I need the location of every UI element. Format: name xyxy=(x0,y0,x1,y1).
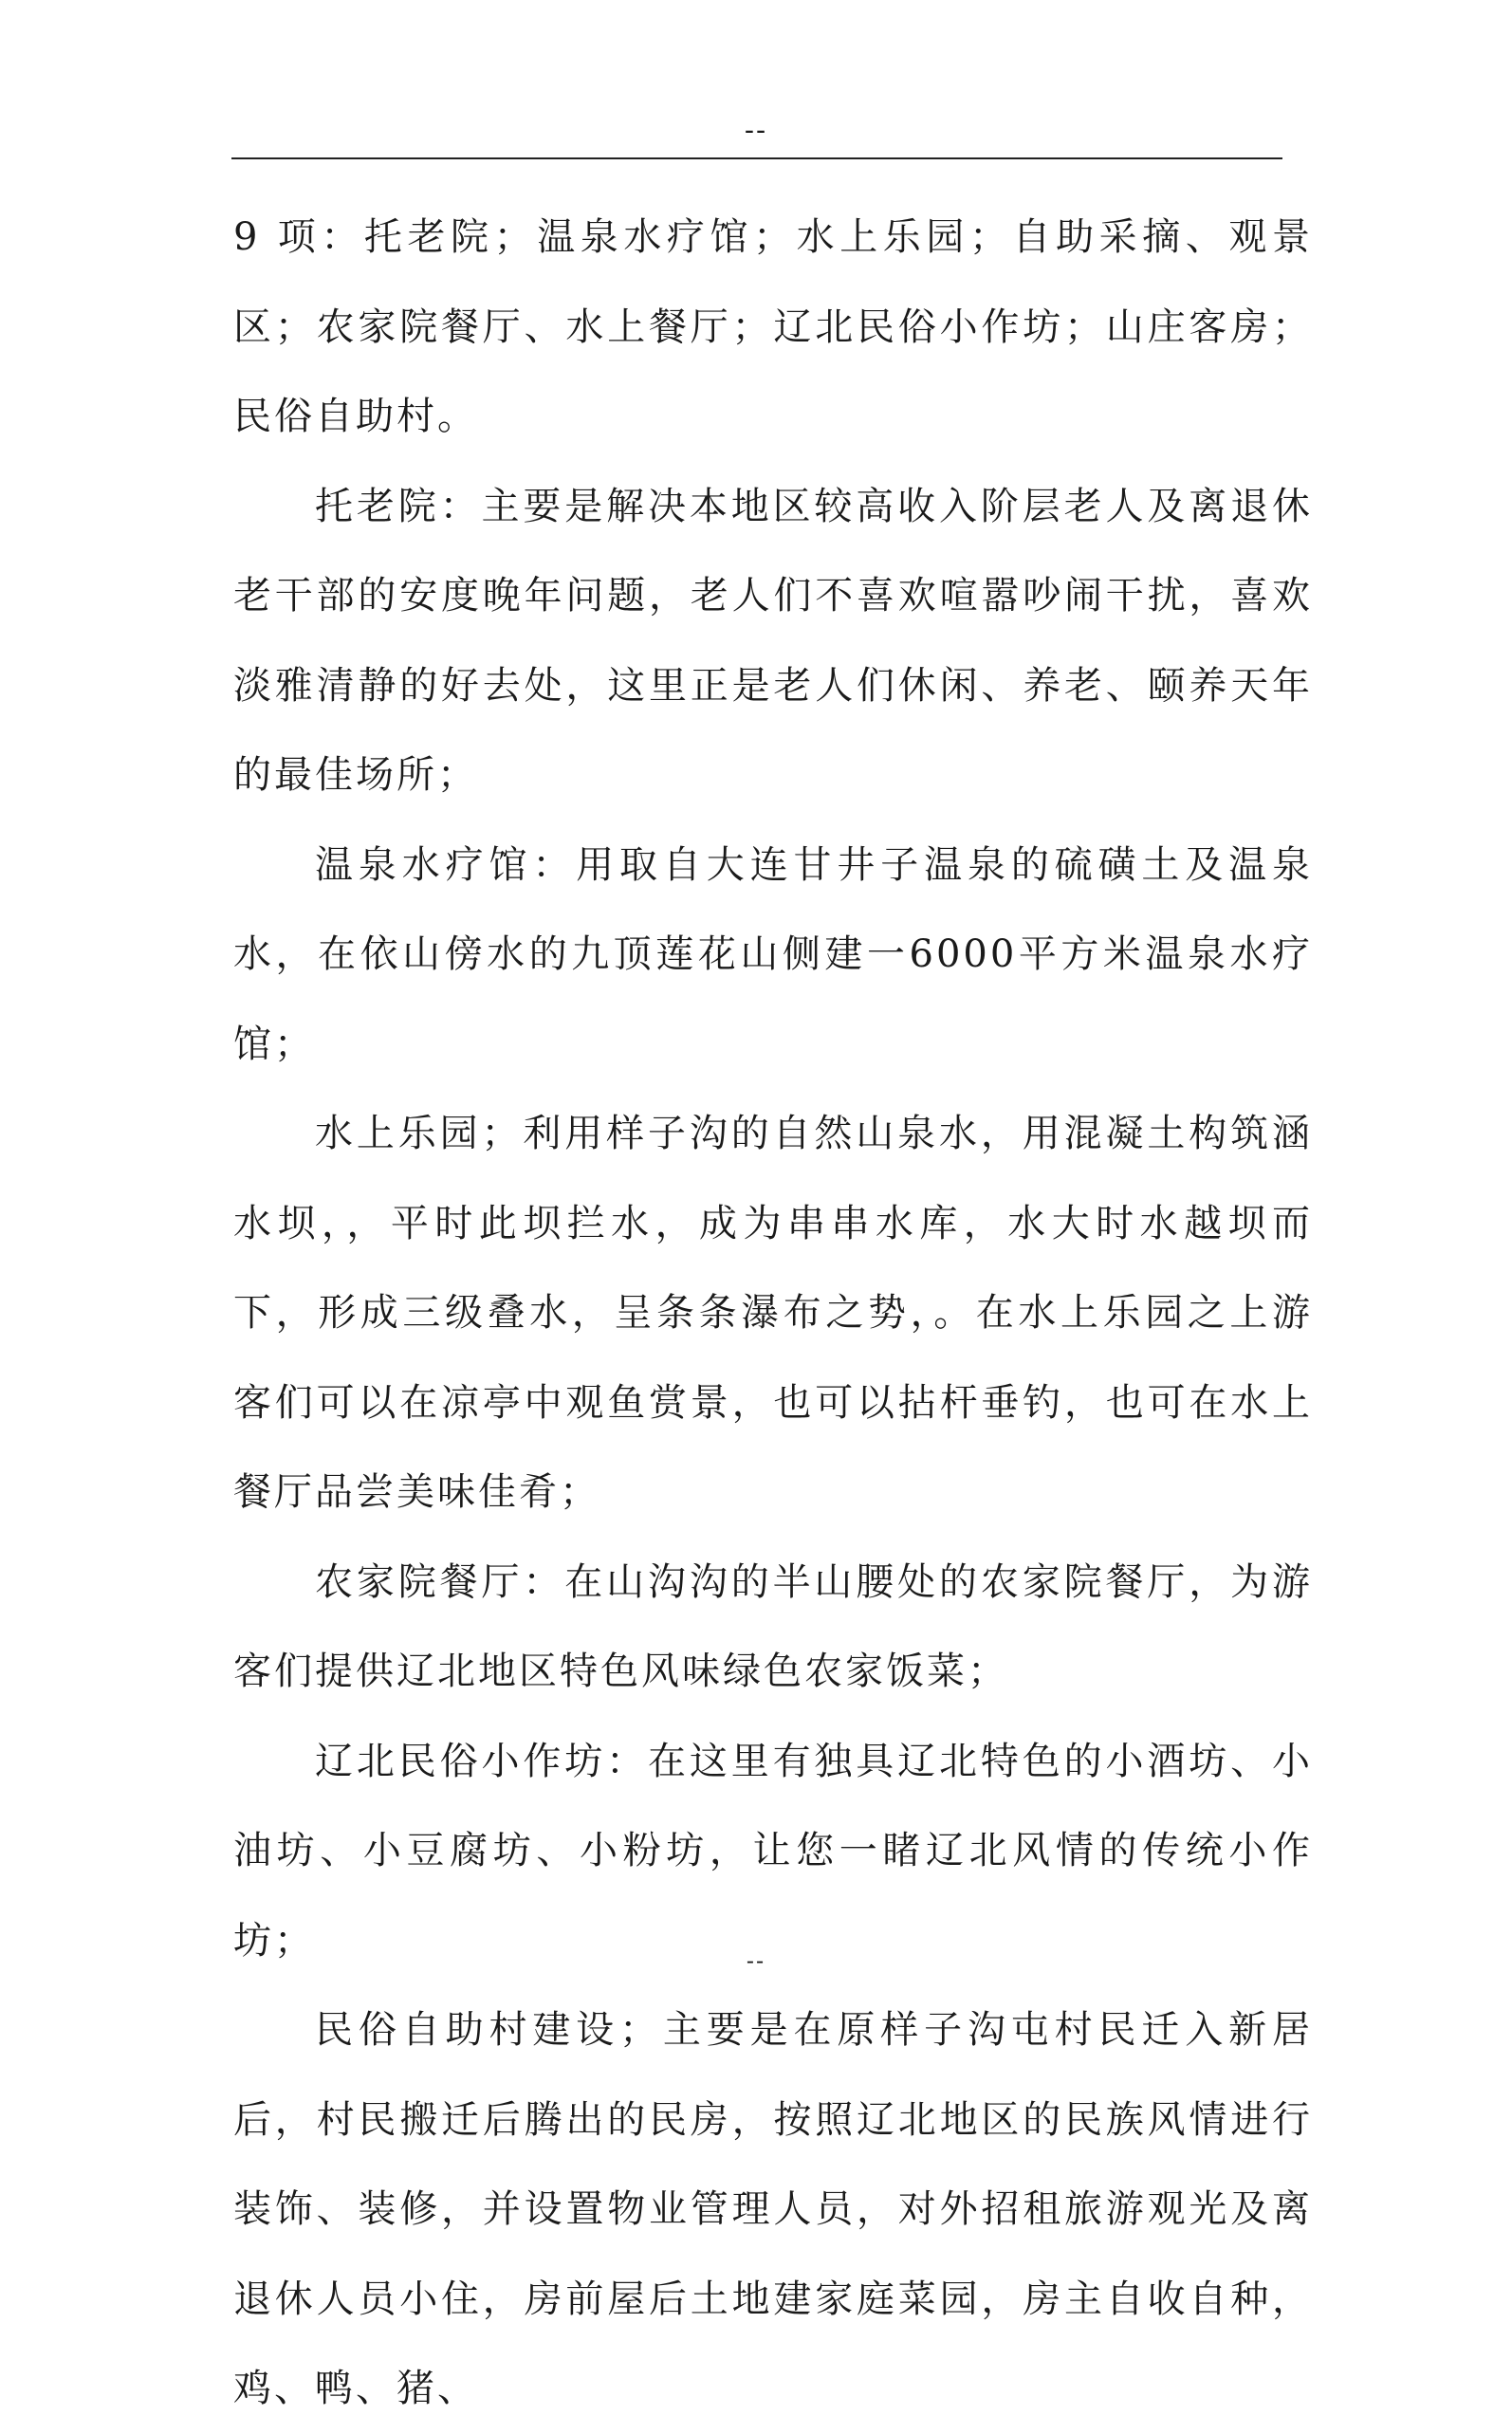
paragraph-farmhouse-restaurant: 农家院餐厅：在山沟沟的半山腰处的农家院餐厅，为游客们提供辽北地区特色风味绿色农家饭菜； xyxy=(233,1559,1313,1693)
header-rule xyxy=(231,157,1282,159)
paragraph-item-list: 9 项：托老院；温泉水疗馆；水上乐园；自助采摘、观景区；农家院餐厅、水上餐厅；辽北民俗小作坊；山庄客房；民俗自助村。 xyxy=(233,215,1313,438)
paragraph-water-park: 水上乐园；利用样子沟的自然山泉水，用混凝土构筑涵水坝，，平时此坝拦水，成为串串水库，水大时水越坝而下，形成三级叠水，呈条条瀑布之势，。在水上乐园之上游客们可以在凉亭中观鱼赏景，也可以拈杆垂钓，也可在水上餐厅品尝美味佳肴； xyxy=(233,1112,1313,1514)
body-text xyxy=(233,193,1313,2434)
paragraph-nursing-home: 托老院：主要是解决本地区较高收入阶层老人及离退休老干部的安度晚年问题，老人们不喜欢喧嚣吵闹干扰，喜欢淡雅清静的好去处，这里正是老人们休闲、养老、颐养天年的最佳场所； xyxy=(233,484,1313,797)
paragraph-hot-spring-spa: 温泉水疗馆：用取自大连甘井子温泉的硫磺土及温泉水，在依山傍水的九顶莲花山侧建一6000平方米温泉水疗馆； xyxy=(233,842,1313,1066)
footer-mark: -- xyxy=(746,1947,766,1974)
paragraph-folk-village: 民俗自助村建设；主要是在原样子沟屯村民迁入新居后，村民搬迁后腾出的民房，按照辽北地区的民族风情进行装饰、装修，并设置物业管理人员，对外招租旅游观光及离退休人员小住，房前屋后土地建家庭菜园，房主自收自种，鸡、鸭、猪、 xyxy=(233,2008,1313,2410)
header-mark: -- xyxy=(744,114,768,147)
paragraph-folk-workshop: 辽北民俗小作坊：在这里有独具辽北特色的小酒坊、小油坊、小豆腐坊、小粉坊，让您一睹辽北风情的传统小作坊； xyxy=(233,1739,1313,1963)
